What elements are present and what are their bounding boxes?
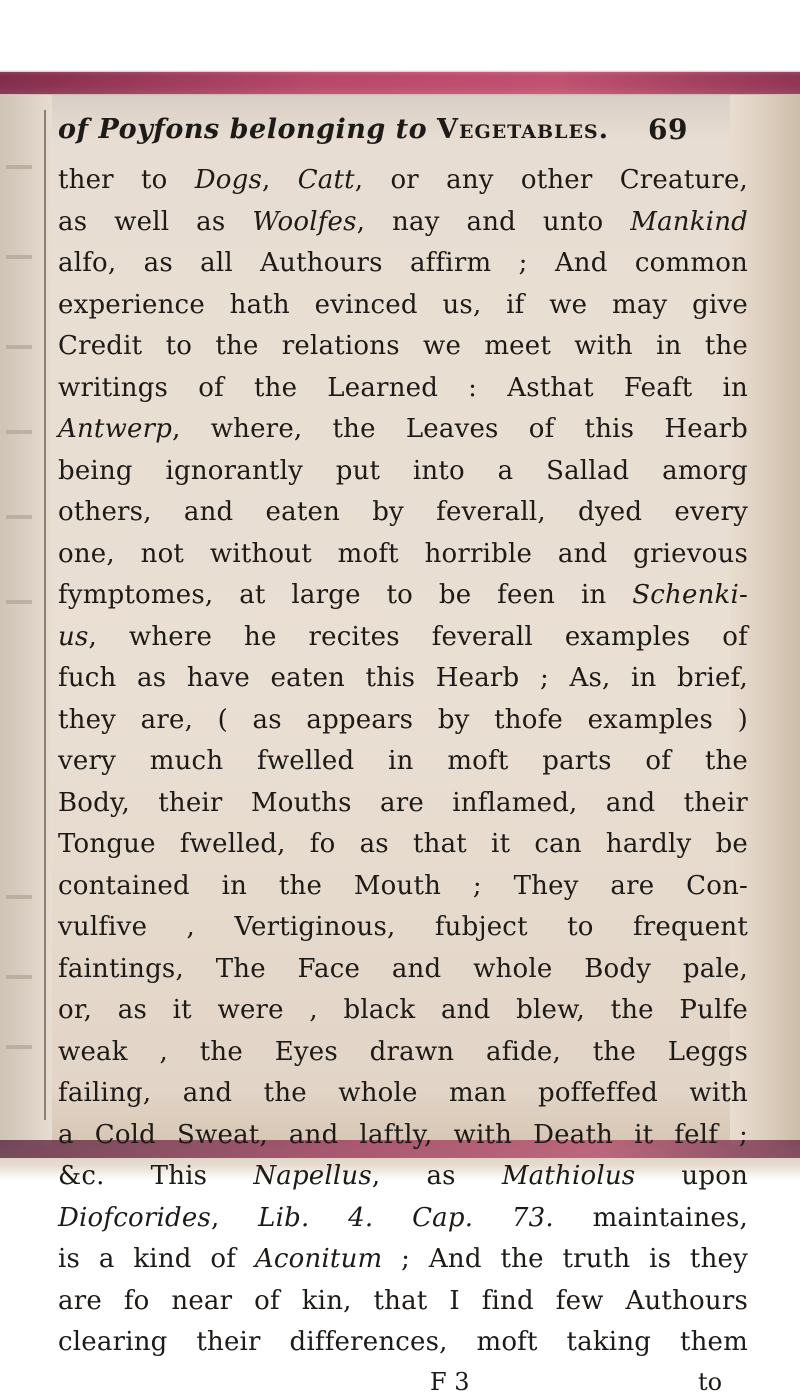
roman-text: are fo near of kin, that I find few Authours: [58, 1285, 748, 1316]
italic-text: Catt: [297, 165, 355, 195]
italic-text: us: [58, 621, 89, 652]
italic-text: Napellus: [253, 1161, 372, 1191]
text-line: [58, 1322, 748, 1364]
roman-text: vulfive , Vertiginous, fubject to frequent: [58, 912, 748, 942]
roman-text: &c. This: [58, 1161, 254, 1191]
text-line: [58, 1032, 748, 1074]
catchword: to: [698, 1367, 723, 1396]
roman-text: , where he recites feverall examples of: [88, 621, 748, 652]
roman-text: others, and eaten by feverall, dyed every: [58, 497, 748, 527]
roman-text: Body, their Mouths are inflamed, and their: [58, 787, 748, 818]
roman-text: , nay and unto: [356, 206, 631, 237]
text-line: [58, 617, 748, 659]
roman-text: ; And the truth is they: [382, 1244, 748, 1274]
signature-mark: F 3: [430, 1367, 470, 1396]
page-top-edge: [0, 72, 800, 94]
text-line: [58, 1073, 748, 1115]
italic-text: Antwerp: [58, 414, 173, 444]
text-line: [58, 451, 748, 493]
roman-text: a Cold Sweat, and laftly, with Death it felf ;: [58, 1119, 748, 1150]
text-line: [58, 824, 748, 866]
text-line: [58, 907, 748, 949]
roman-text: one, not without moft horrible and grievous: [58, 538, 748, 569]
text-line: [58, 866, 748, 908]
roman-text: or, as it were , black and blew, the Pulfe: [58, 995, 748, 1025]
text-line: [58, 202, 748, 244]
roman-text: failing, and the whole man poffeffed with: [58, 1078, 748, 1108]
page-footer: [58, 1364, 748, 1400]
roman-text: writings of the Learned : Asthat Feaft in: [58, 372, 748, 403]
running-title: of Poyfons belonging to Vegetables.: [58, 114, 610, 145]
italic-text: Dogs: [194, 165, 263, 195]
italic-text: Aconitum: [254, 1244, 383, 1274]
text-line: [58, 326, 748, 368]
text-line: [58, 492, 748, 534]
text-line: [58, 575, 748, 617]
text-line: [58, 1281, 748, 1323]
roman-text: ther to: [58, 165, 195, 195]
roman-text: maintaines,: [553, 1202, 748, 1233]
text-line: [58, 1198, 748, 1240]
roman-text: Tongue fwelled, fo as that it can hardly be: [58, 829, 748, 859]
inner-margin-rule: [44, 110, 46, 1120]
roman-text: as well as: [58, 206, 253, 237]
text-line: [58, 160, 748, 202]
roman-text: , where, the Leaves of this Hearb: [172, 414, 748, 444]
italic-text: Woolfes: [252, 206, 357, 237]
running-header: [58, 100, 748, 160]
roman-text: is a kind of: [58, 1244, 255, 1274]
roman-text: experience hath evinced us, if we may give: [58, 289, 748, 320]
roman-text: ,: [262, 165, 298, 195]
italic-text: Mathiolus: [501, 1161, 636, 1191]
roman-text: being ignorantly put into a Sallad amorg: [58, 455, 748, 486]
text-line: [58, 1115, 748, 1157]
roman-text: weak , the Eyes drawn afide, the Leggs: [58, 1036, 748, 1067]
roman-text: contained in the Mouth ; They are Con-: [58, 870, 748, 901]
roman-text: fuch as have eaten this Hearb ; As, in brief,: [58, 663, 748, 693]
roman-text: very much fwelled in moft parts of the: [58, 746, 748, 776]
text-line: [58, 1156, 748, 1198]
italic-text: Lib. 4. Cap. 73.: [258, 1202, 554, 1233]
text-line: [58, 1239, 748, 1281]
italic-text: Mankind: [630, 206, 748, 237]
roman-text: faintings, The Face and whole Body pale,: [58, 953, 748, 984]
text-line: [58, 409, 748, 451]
text-line: [58, 783, 748, 825]
roman-text: fymptomes, at large to be feen in: [58, 580, 633, 610]
page-body: [58, 100, 748, 1400]
italic-text: Schenki-: [632, 580, 748, 610]
text-line: [58, 949, 748, 991]
roman-text: , or any other Creature,: [354, 165, 748, 195]
text-line: [58, 990, 748, 1032]
text-line: [58, 368, 748, 410]
text-line: [58, 658, 748, 700]
roman-text: Credit to the relations we meet with in the: [58, 331, 748, 361]
roman-text: clearing their differences, moft taking them: [58, 1327, 748, 1357]
text-line: [58, 534, 748, 576]
roman-text: alfo, as all Authours affirm ; And common: [58, 248, 748, 278]
roman-text: ,: [210, 1202, 259, 1233]
roman-text: upon: [635, 1161, 749, 1191]
italic-text: Diofcorides: [58, 1202, 211, 1233]
roman-text: they are, ( as appears by thofe examples ): [58, 704, 748, 735]
text-line: [58, 700, 748, 742]
text-line: [58, 741, 748, 783]
roman-text: , as: [371, 1161, 502, 1191]
text-line: [58, 243, 748, 285]
text-block: [58, 160, 748, 1364]
text-line: [58, 285, 748, 327]
page-number: 69: [648, 113, 688, 146]
